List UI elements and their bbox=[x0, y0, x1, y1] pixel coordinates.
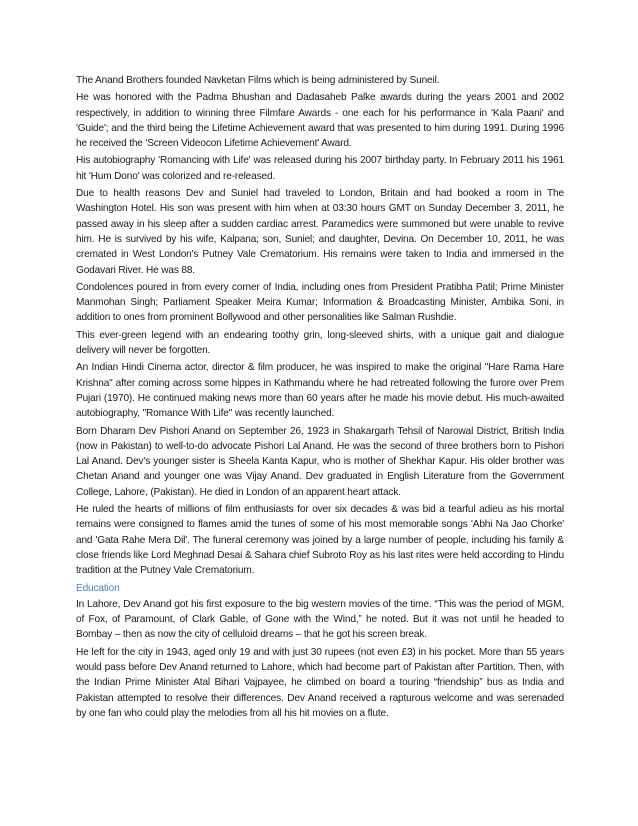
paragraph-condolences: Condolences poured in from every corner of India, including ones from President Pratibha Patil; Prime Minister Manmohan Singh; Parliament Speaker Meira Kumar; Information & Broadcasting Minister, Ambika Soni, in addition to ones from prominent Bollywood and other personalities like Salman Rushdie. bbox=[76, 281, 564, 324]
paragraph-awards: He was honored with the Padma Bhushan and Dadasaheb Palke awards during the years 2001 and 2002 respectively, in addition to winning three Filmfare Awards - one each for his performance in 'Kala Paani' and 'Guide'; and the third being the Lifetime Achievement award that was presented to him during 1991. During 1996 he received the 'Screen Videocon Lifetime Achievement' Award. bbox=[76, 92, 564, 150]
paragraph-navketan: The Anand Brothers founded Navketan Films which is being administered by Suneil. bbox=[76, 75, 440, 86]
paragraph-autobiography: His autobiography 'Romancing with Life' was released during his 2007 birthday party. In February 2011 his 1961 hit 'Hum Dono' was colorized and re-released. bbox=[76, 155, 564, 182]
paragraph-lahore: In Lahore, Dev Anand got his first exposure to the big western movies of the time. “This was the period of MGM, of Fox, of Paramount, of Clark Gable, of Gone with the Wind,” he noted. But it was not until he headed to Bombay – then as now the city of celluloid dreams – that he got his screen break. bbox=[76, 598, 564, 641]
paragraph-death: Due to health reasons Dev and Suniel had traveled to London, Britain and had booked a room in The Washington Hotel. His son was present with him when at 03:30 hours GMT on Sunday December 3, 2011, he passed away in his sleep after a sudden cardiac arrest. Paramedics were summoned but were unable to revive him. He is survived by his wife, Kalpana; son, Suniel; and daughter, Devina. On December 10, 2011, he was cremated in West London's Putney Vale Crematorium. His remains were taken to India and immersed in the Godavari River. He was 88. bbox=[76, 188, 564, 276]
section-heading-education: Education bbox=[76, 582, 120, 594]
document-page bbox=[76, 73, 564, 723]
paragraph-career: An Indian Hindi Cinema actor, director & film producer, he was inspired to make the original "Hare Rama Hare Krishna" after coming across some hippes in Kathmandu where he had retreated following the furore over Prem Pujari (1970). He continued making news more than 60 years after he made his movie debut. His much-awaited autobiography, "Romance With Life" was recently launched. bbox=[76, 362, 564, 420]
paragraph-early-life: Born Dharam Dev Pishori Anand on September 26, 1923 in Shakargarh Tehsil of Narowal District, British India (now in Pakistan) to well-to-do advocate Pishori Lal Anand. He was the second of three brothers born to Pishori Lal Anand. Dev's younger sister is Sheela Kanta Kapur, who is mother of Shekhar Kapur. His older brother was Chetan Anand and younger one was Vijay Anand. Dev graduated in English Literature from the Government College, Lahore, (Pakistan). He died in London of an apparent heart attack. bbox=[76, 425, 564, 498]
paragraph-legend: This ever-green legend with an endearing toothy grin, long-sleeved shirts, with a unique gait and dialogue delivery will never be forgotten. bbox=[76, 329, 564, 357]
paragraph-funeral: He ruled the hearts of millions of film enthusiasts for over six decades & was bid a tearful adieu as his mortal remains were consigned to flames amid the tunes of some of his most memorable songs 'Abhi Na Jao Chorke' and 'Gata Rahe Mera Dil'. The funeral ceremony was joined by a large number of people, including his family & close friends like Lord Meghnad Desai & Sahara chief Subroto Roy as his last rites were held according to Hindu tradition at the Putney Vale Crematorium. bbox=[76, 504, 564, 577]
paragraph-bombay: He left for the city in 1943, aged only 19 and with just 30 rupees (not even £3) in his pocket. More than 55 years would pass before Dev Anand returned to Lahore, which had become part of Pakistan after Partition. Then, with the Indian Prime Minister Atal Bihari Vajpayee, he climbed on board a touring “friendship” bus as India and Pakistan attempted to resolve their differences. Dev Anand received a rapturous welcome and was serenaded by one fan who could play the melodies from all his hit movies on a flute. bbox=[76, 646, 564, 719]
